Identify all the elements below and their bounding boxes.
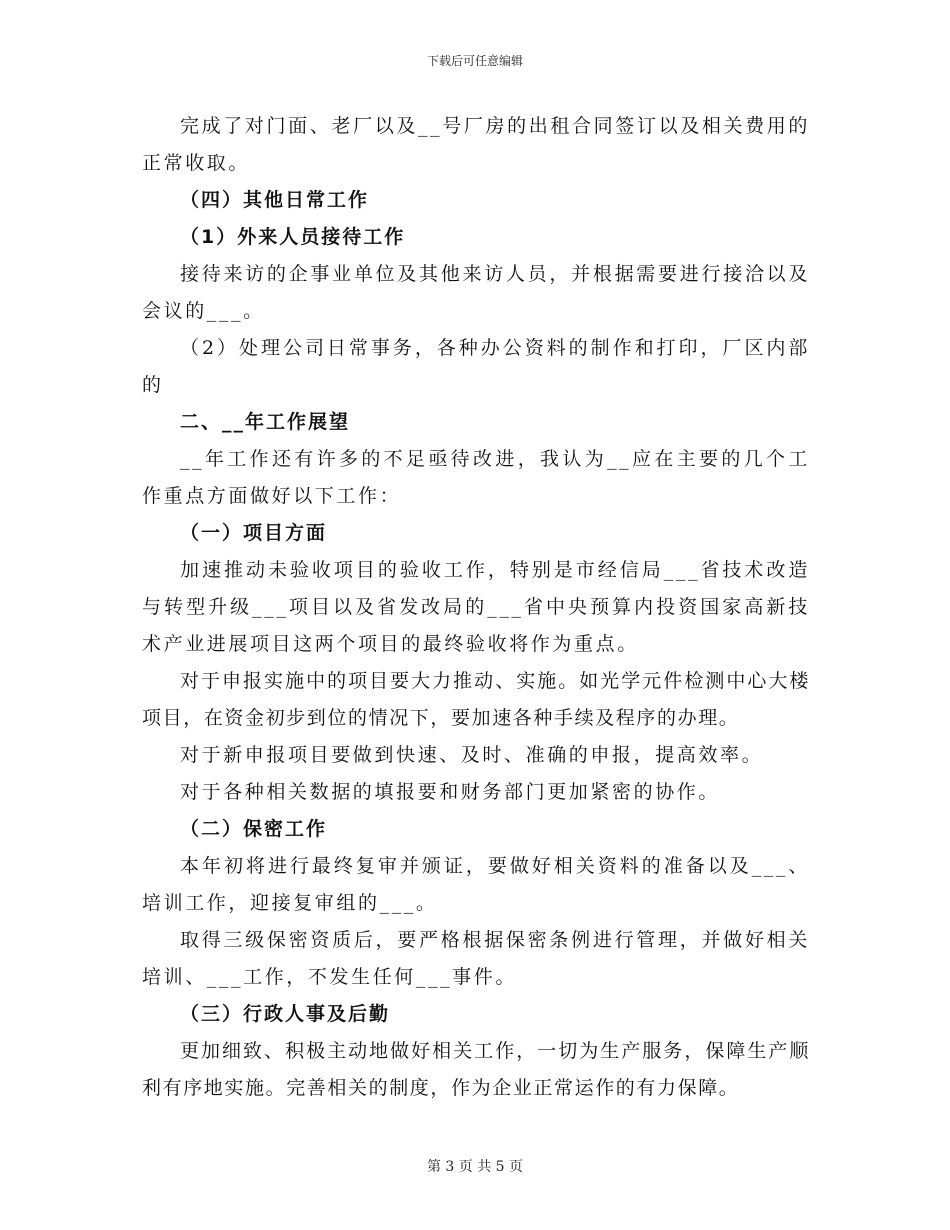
section-heading-other-daily-work: （四）其他日常工作 [180,189,370,211]
paragraph-project-implementation: 对于申报实施中的项目要大力推动、实施。如光学元件检测中心大楼项目，在资金初步到位的情况下，要加速各种手续及程序的办理。 [142,670,810,729]
paragraph-data-reporting: 对于各种相关数据的填报要和财务部门更加紧密的协作。 [180,781,721,803]
paragraph-visitor-reception: 接待来访的企事业单位及其他来访人员，并根据需要进行接洽以及会议的___。 [142,263,810,322]
subsection-heading-projects: （一）项目方面 [180,522,328,544]
document-body [142,108,810,1107]
paragraph-confidentiality-management: 取得三级保密资质后，要严格根据保密条例进行管理，并做好相关培训、___工作，不发生任何___事件。 [142,929,810,988]
page-header-note: 下载后可任意编辑 [426,54,523,68]
subsection-heading-admin-hr-logistics: （三）行政人事及后勤 [180,1003,391,1025]
paragraph-new-applications: 对于新申报项目要做到快速、及时、准确的申报，提高效率。 [180,744,764,766]
subsection-heading-visitor-reception: （1）外来人员接待工作 [180,226,406,248]
paragraph-outlook-intro: __年工作还有许多的不足亟待改进，我认为__应在主要的几个工作重点方面做好以下工作： [142,448,810,507]
paragraph-rental-contracts: 完成了对门面、老厂以及__号厂房的出租合同签订以及相关费用的正常收取。 [142,115,810,174]
subsection-heading-confidentiality: （二）保密工作 [180,818,328,840]
paragraph-admin-support: 更加细致、积极主动地做好相关工作，一切为生产服务，保障生产顺利有序地实施。完善相关的制度，作为企业正常运作的有力保障。 [142,1040,810,1099]
section-heading-work-outlook: 二、__年工作展望 [180,411,351,433]
paragraph-daily-affairs: （2）处理公司日常事务，各种办公资料的制作和打印，厂区内部的 [142,337,810,396]
paragraph-project-acceptance: 加速推动未验收项目的验收工作，特别是市经信局___省技术改造与转型升级___项目以及省发改局的___省中央预算内投资国家高新技术产业进展项目这两个项目的最终验收将作为重点。 [142,559,810,655]
paragraph-review-certification: 本年初将进行最终复审并颁证，要做好相关资料的准备以及___、培训工作，迎接复审组的___。 [142,855,810,914]
page-number-footer: 第 3 页 共 5 页 [426,1159,524,1175]
